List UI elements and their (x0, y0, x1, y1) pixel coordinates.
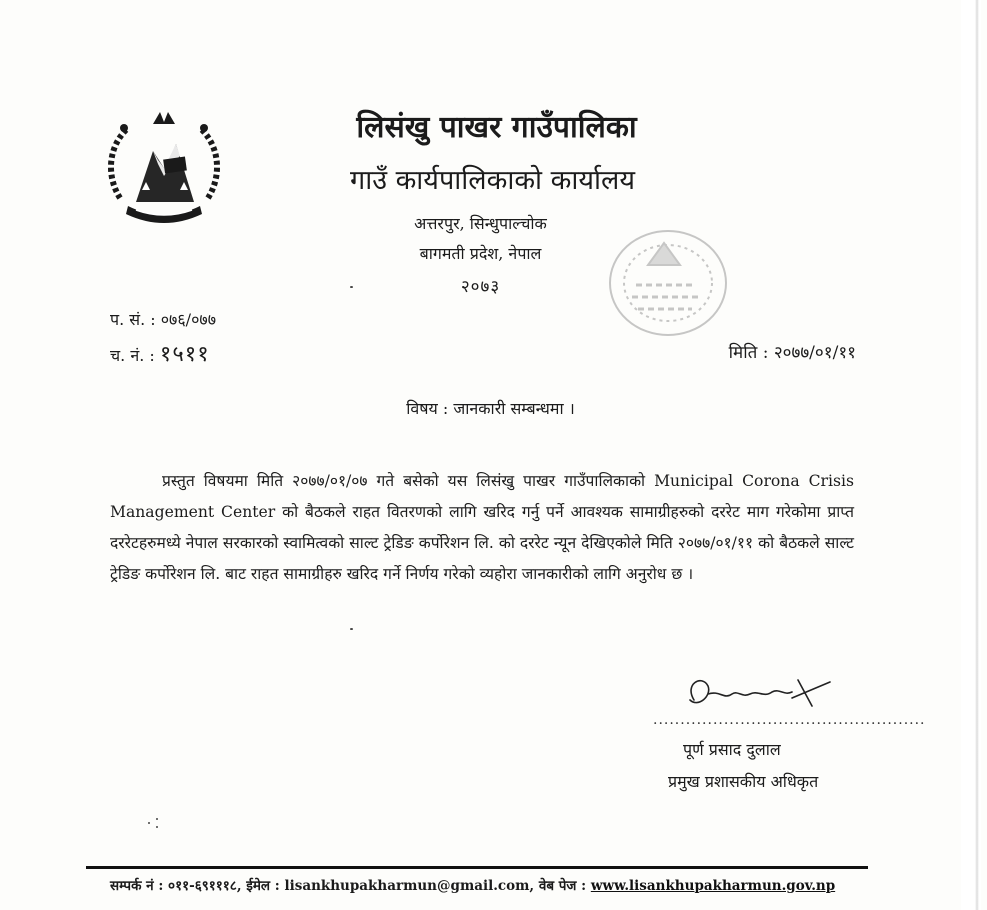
footer-contact-text: सम्पर्क नं : ०११-६९१११८, ईमेल : lisankhupakharmun@gmail.com, वेब पेज : (110, 878, 587, 894)
letter-reference-number: प. सं. : ०७६/०७७ (110, 310, 217, 329)
ink-speck (350, 628, 353, 630)
address-line-2: बागमती प्रदेश, नेपाल (419, 244, 542, 263)
office-name: गाउँ कार्यपालिकाको कार्यालय (350, 165, 635, 196)
letter-body (110, 466, 854, 590)
letter-date: मिति : २०७७/०१/११ (728, 343, 856, 363)
established-year: २०७३ (460, 277, 501, 297)
signature-line: .................................................. (653, 712, 926, 728)
address-line-1: अत्तरपुर, सिन्धुपाल्चोक (414, 214, 547, 233)
ink-speck (148, 822, 150, 824)
signatory-title: प्रमुख प्रशासकीय अधिकृत (668, 772, 819, 791)
dispatch-number (110, 338, 210, 368)
footer-rule (86, 866, 868, 869)
footer-contact (110, 876, 835, 894)
dispatch-label: च. नं. : (110, 346, 155, 365)
municipality-name: लिसंखु पाखर गाउँपालिका (356, 110, 637, 145)
letter-subject: विषय : जानकारी सम्बन्धमा । (406, 399, 575, 418)
letter-body-text: प्रस्तुत विषयमा मिति २०७७/०१/०७ गते बसेको यस लिसंखु पाखर गाउँपालिकाको Municipal Corona Crisis Management Center को बैठकले राहत वितरणको लागि खरिद गर्नु पर्ने आवश्यक सामाग्रीहरुको दररेट माग गरेकोमा प्राप्त दररेटहरुमध्ये नेपाल सरकारको स्वामित्वको साल्ट ट्रेडिङ कर्पोरेशन लि. को दररेट न्यून देखिएकोले मिति २०७७/०१/११ को बैठकले साल्ट ट्रेडिङ कर्पोरेशन लि. बाट राहत सामाग्रीहरु खरिद गर्ने निर्णय गरेको व्यहोरा जानकारीको लागि अनुरोध छ । (110, 472, 854, 583)
ink-speck (156, 818, 158, 820)
handwritten-signature-icon (680, 670, 840, 718)
website-link[interactable]: www.lisankhupakharmun.gov.np (590, 878, 836, 894)
signatory-name: पूर्ण प्रसाद दुलाल (683, 740, 781, 759)
ink-speck (156, 826, 158, 828)
ink-speck (350, 286, 353, 288)
dispatch-number-value: १५११ (159, 342, 210, 367)
